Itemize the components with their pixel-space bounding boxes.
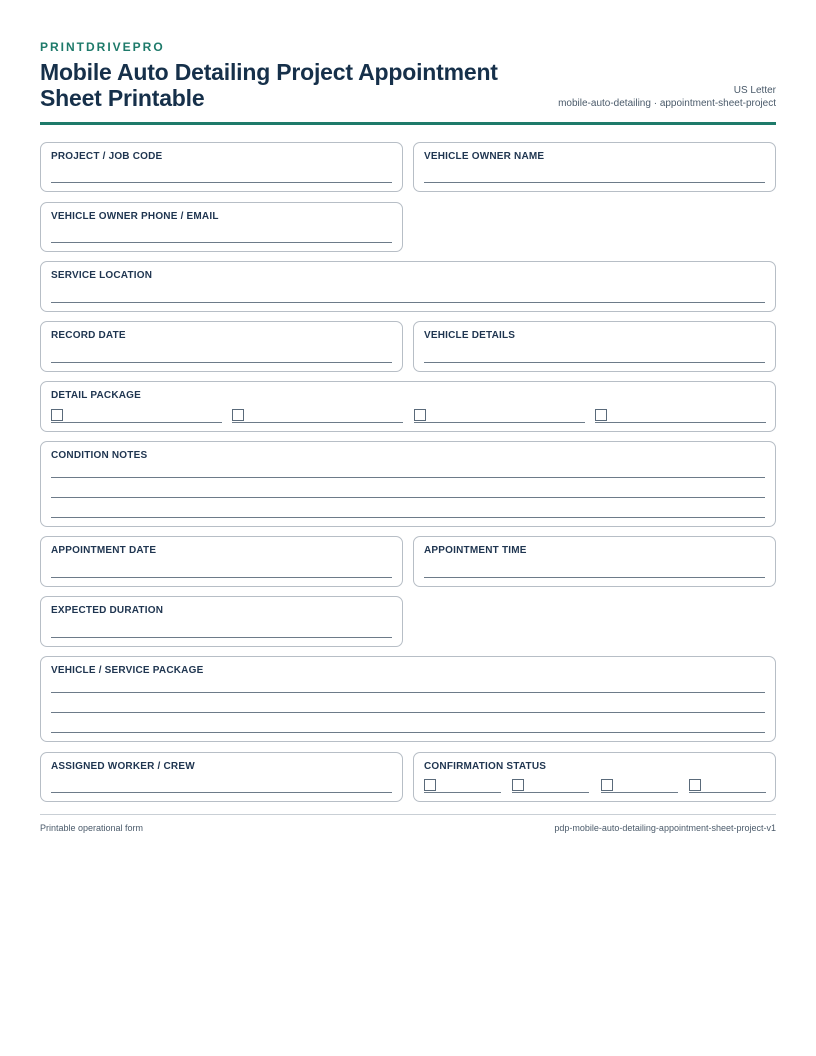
detail-package-option-4[interactable] — [595, 409, 766, 423]
option-line — [595, 422, 766, 423]
input-line[interactable] — [424, 182, 765, 183]
confirmation-option-1[interactable] — [424, 779, 501, 793]
input-line[interactable] — [51, 712, 765, 713]
field-record-date — [40, 321, 403, 372]
checkbox[interactable] — [424, 779, 436, 791]
field-expected-duration — [40, 596, 403, 647]
option-line — [601, 792, 678, 793]
field-label: VEHICLE OWNER NAME — [424, 151, 545, 162]
input-line[interactable] — [51, 242, 392, 243]
input-line[interactable] — [51, 577, 392, 578]
brand-name: PRINTDRIVEPRO — [40, 40, 165, 54]
field-vehicle-service-package — [40, 656, 776, 742]
detail-package-option-3[interactable] — [414, 409, 585, 423]
option-line — [512, 792, 589, 793]
input-line[interactable] — [51, 792, 392, 793]
form-page — [40, 40, 776, 833]
checkbox[interactable] — [595, 409, 607, 421]
checkbox[interactable] — [51, 409, 63, 421]
field-vehicle-owner-contact — [40, 202, 403, 252]
field-label: CONDITION NOTES — [51, 450, 148, 461]
checkbox[interactable] — [601, 779, 613, 791]
field-label: CONFIRMATION STATUS — [424, 761, 547, 772]
field-assigned-worker — [40, 752, 403, 802]
paper-size: US Letter — [733, 85, 776, 96]
confirmation-option-2[interactable] — [512, 779, 589, 793]
detail-package-option-2[interactable] — [232, 409, 403, 423]
checkbox[interactable] — [232, 409, 244, 421]
field-service-location — [40, 261, 776, 312]
field-vehicle-details — [413, 321, 776, 372]
option-line — [414, 422, 585, 423]
input-line[interactable] — [51, 517, 765, 518]
input-line[interactable] — [424, 362, 765, 363]
page-title: Mobile Auto Detailing Project Appointment Sheet Printable — [40, 59, 498, 111]
input-line[interactable] — [51, 497, 765, 498]
page-meta — [558, 84, 776, 110]
input-line[interactable] — [51, 732, 765, 733]
form-id: pdp-mobile-auto-detailing-appointment-sheet-project-v1 — [554, 823, 776, 833]
field-vehicle-owner-name — [413, 142, 776, 192]
field-label: SERVICE LOCATION — [51, 270, 153, 281]
input-line[interactable] — [51, 637, 392, 638]
input-line[interactable] — [424, 577, 765, 578]
option-line — [232, 422, 403, 423]
confirmation-option-3[interactable] — [601, 779, 678, 793]
footer-rule — [40, 814, 776, 815]
option-line — [424, 792, 501, 793]
field-label: RECORD DATE — [51, 330, 126, 341]
input-line[interactable] — [51, 477, 765, 478]
field-label: VEHICLE / SERVICE PACKAGE — [51, 665, 204, 676]
field-label: ASSIGNED WORKER / CREW — [51, 761, 195, 772]
input-line[interactable] — [51, 692, 765, 693]
input-line[interactable] — [51, 302, 765, 303]
field-label: VEHICLE DETAILS — [424, 330, 516, 341]
field-label: DETAIL PACKAGE — [51, 390, 142, 401]
field-label: APPOINTMENT DATE — [51, 545, 157, 556]
option-line — [51, 422, 222, 423]
checkbox[interactable] — [414, 409, 426, 421]
field-condition-notes — [40, 441, 776, 527]
checkbox[interactable] — [512, 779, 524, 791]
detail-package-option-1[interactable] — [51, 409, 222, 423]
field-detail-package — [40, 381, 776, 432]
option-line — [689, 792, 766, 793]
field-label: APPOINTMENT TIME — [424, 545, 527, 556]
field-appointment-time — [413, 536, 776, 587]
footer-note: Printable operational form — [40, 823, 144, 833]
input-line[interactable] — [51, 362, 392, 363]
checkbox[interactable] — [689, 779, 701, 791]
field-project-job-code — [40, 142, 403, 192]
field-appointment-date — [40, 536, 403, 587]
field-confirmation-status — [413, 752, 776, 802]
field-label: VEHICLE OWNER PHONE / EMAIL — [51, 211, 219, 222]
page-header — [40, 40, 776, 110]
input-line[interactable] — [51, 182, 392, 183]
form-slug: mobile-auto-detailing · appointment-sheet-project — [558, 98, 776, 109]
header-rule — [40, 122, 776, 125]
field-label: PROJECT / JOB CODE — [51, 151, 163, 162]
confirmation-option-4[interactable] — [689, 779, 766, 793]
field-label: EXPECTED DURATION — [51, 605, 164, 616]
